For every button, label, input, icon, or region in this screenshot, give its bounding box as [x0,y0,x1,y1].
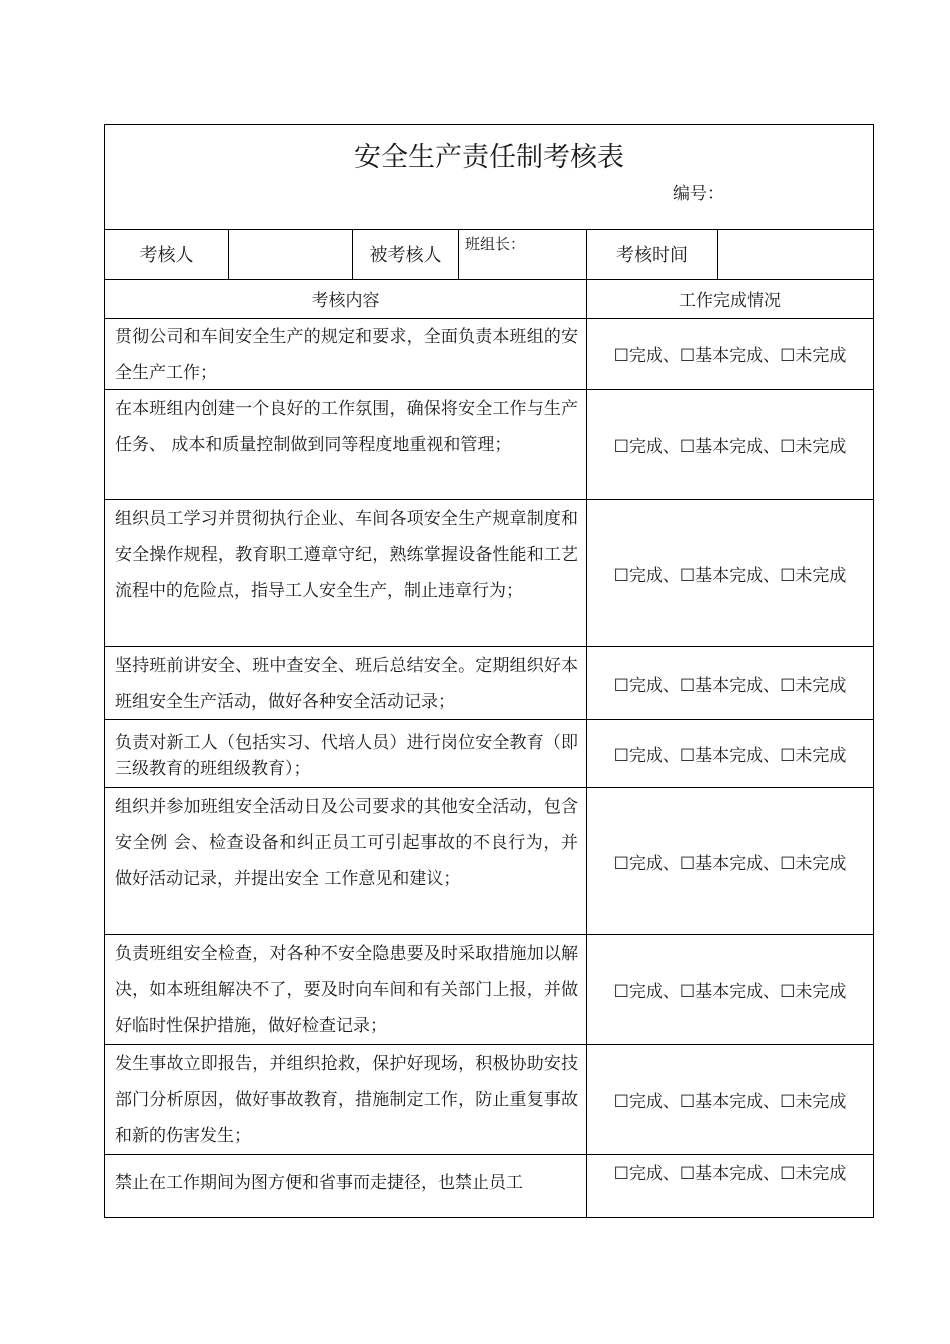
status-column-header: 工作完成情况 [679,291,781,311]
team-leader-field[interactable]: 班组长： [459,229,587,279]
table-row [105,720,873,788]
table-row [105,788,873,935]
assessment-form [104,124,874,1218]
item-content: 组织并参加班组安全活动日及公司要求的其他安全活动，包含安全例 会、检查设备和纠正员工可引起事故的不良行为，并做好活动记录，并提出安全 工作意见和建议； [105,788,587,934]
item-status-options[interactable]: ☐完成、☐基本完成、☐未完成 [613,982,847,1002]
item-status-options[interactable]: ☐完成、☐基本完成、☐未完成 [613,746,847,766]
item-status-options[interactable]: ☐完成、☐基本完成、☐未完成 [613,853,847,874]
item-status-options[interactable]: ☐完成、☐基本完成、☐未完成 [613,1164,847,1184]
column-header-row [105,279,873,319]
info-row [105,229,873,280]
item-content: 禁止在工作期间为图方便和省事而走捷径，也禁止员工 [105,1155,587,1217]
assessee-label: 被考核人 [353,229,459,279]
item-content: 负责班组安全检查，对各种不安全隐患要及时采取措施加以解决，如本班组解决不了，要及时向车间和有关部门上报，并做好临时性保护措施，做好检查记录； [105,935,587,1044]
assessor-label: 考核人 [105,229,229,279]
item-content: 负责对新工人（包括实习、代培人员）进行岗位安全教育（即三级教育的班组级教育）； [105,720,587,787]
item-status-options[interactable]: ☐完成、☐基本完成、☐未完成 [613,437,847,457]
item-status-options[interactable]: ☐完成、☐基本完成、☐未完成 [613,1092,847,1112]
table-row [105,1155,873,1217]
item-status-options[interactable]: ☐完成、☐基本完成、☐未完成 [613,346,847,366]
serial-number-label: 编号： [673,184,724,204]
table-row [105,935,873,1045]
table-row [105,647,873,720]
assessor-field[interactable] [229,229,353,279]
assessment-time-field[interactable] [718,229,873,279]
assessment-time-label: 考核时间 [587,229,718,279]
item-content: 贯彻公司和车间安全生产的规定和要求，全面负责本班组的安全生产工作； [105,318,587,389]
table-row [105,390,873,500]
table-row [105,500,873,647]
item-content: 坚持班前讲安全、班中查安全、班后总结安全。定期组织好本班组安全生产活动，做好各种安全活动记录； [105,647,587,719]
item-content: 发生事故立即报告，并组织抢救，保护好现场，积极协助安技部门分析原因，做好事故教育，措施制定工作，防止重复事故和新的伤害发生； [105,1045,587,1154]
form-header [105,125,873,230]
form-title: 安全生产责任制考核表 [354,142,624,173]
item-content: 组织员工学习并贯彻执行企业、车间各项安全生产规章制度和安全操作规程，教育职工遵章守纪，熟练掌握设备性能和工艺流程中的危险点，指导工人安全生产，制止违章行为； [105,500,587,646]
table-row [105,1045,873,1155]
item-content: 在本班组内创建一个良好的工作氛围，确保将安全工作与生产任务、 成本和质量控制做到同等程度地重视和管理； [105,390,587,499]
table-row [105,318,873,390]
item-status-options[interactable]: ☐完成、☐基本完成、☐未完成 [613,675,847,696]
item-status-options[interactable]: ☐完成、☐基本完成、☐未完成 [613,565,847,586]
content-column-header: 考核内容 [105,279,587,318]
